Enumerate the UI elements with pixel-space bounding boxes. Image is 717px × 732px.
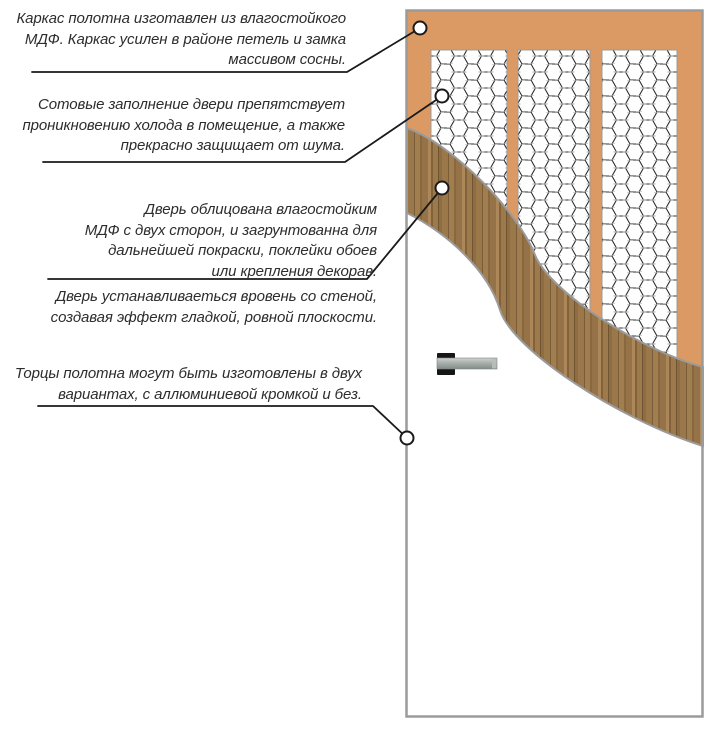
note-edge: [15, 364, 362, 405]
callout-marker-honeycomb: [436, 90, 449, 103]
note-line: Дверь облицована влагостойким: [144, 201, 377, 218]
note-line: Сотовые заполнение двери препятствует: [38, 96, 345, 113]
note-line: Каркас полотна изготавлен из влагостойкого: [16, 10, 346, 27]
note-line: МДФ. Каркас усилен в районе петель и замка: [24, 30, 346, 48]
note-line: или крепления декорав.: [211, 262, 377, 280]
note-line: проникновению холода в помещение, а также: [22, 116, 345, 134]
note-line: прекрасно защищает от шума.: [120, 137, 345, 154]
note-line: Торцы полотна могут быть изготовлены в двух: [14, 365, 362, 382]
handle-lever: [437, 358, 497, 369]
note-line: дальнейшей покраски, поклейки обоев: [108, 242, 377, 259]
note-line: вариантах, с аллюминиевой кромкой и без.: [58, 385, 362, 403]
callout-marker-frame: [414, 22, 427, 35]
note-line: массивом сосны.: [228, 51, 346, 68]
note-line: Дверь устанавливаеться вровень со стеной,: [55, 288, 377, 305]
note-line: создавая эффект гладкой, ровной плоскости.: [50, 308, 377, 326]
handle-lever-tip: [492, 359, 497, 369]
note-line: МДФ с двух сторон, и загрунтованна для: [84, 221, 377, 239]
note-cladding: [85, 200, 377, 282]
note-frame: [16, 9, 346, 71]
note-flush: [51, 287, 377, 328]
callout-marker-edge: [401, 432, 414, 445]
leader-line-edge: [38, 406, 407, 438]
note-honeycomb: [23, 95, 345, 157]
callout-marker-cladding: [436, 182, 449, 195]
